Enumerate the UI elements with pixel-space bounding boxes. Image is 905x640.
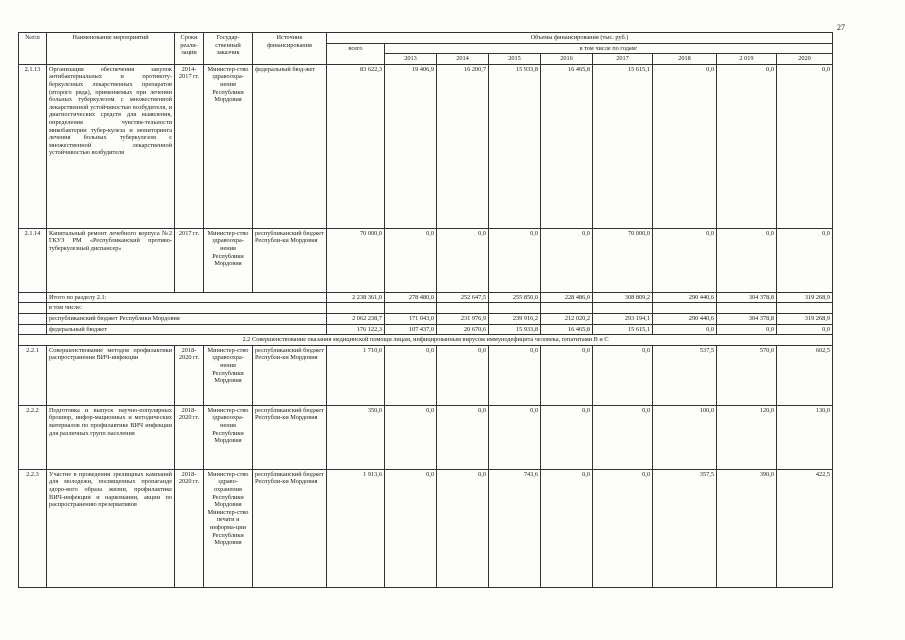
value-cell: 319 268,9 [777,292,833,303]
total-row [19,324,833,335]
row-executor: Министер-ство здравоохра-нения Республики Мордовия [204,345,253,405]
value-cell: 15 933,8 [489,324,541,335]
value-cell: 0,0 [437,228,489,292]
value-cell: 0,0 [437,469,489,587]
header-year: 2 019 [717,54,777,65]
value-cell: 15 615,1 [593,324,653,335]
value-cell: 0,0 [541,469,593,587]
value-cell: 231 976,9 [437,313,489,324]
header-year: 2018 [653,54,717,65]
value-cell: 304 378,8 [717,292,777,303]
value-cell: 0,0 [777,64,833,228]
value-cell: 0,0 [717,324,777,335]
total-row [19,313,833,324]
value-cell: 0,0 [593,469,653,587]
header-year: 2017 [593,54,653,65]
value-cell: 0,0 [541,405,593,469]
row-executor: Министер-ство здравоохра-нения Республики Мордовия [204,228,253,292]
value-cell: 15 615,1 [593,64,653,228]
row-name: Подготовка и выпуск научно-популярных брошюр, инфор-мационных и методических материалов по профилактике ВИЧ инфекции для различных групп населения [47,405,175,469]
header-source: Источник финансирования [253,33,327,65]
row-term: 2014-2017 гг. [175,64,204,228]
value-cell: 0,0 [437,405,489,469]
value-cell: 176 122,3 [327,324,385,335]
value-cell [593,303,653,314]
value-cell [489,303,541,314]
value-cell: 255 850,0 [489,292,541,303]
value-cell: 15 933,8 [489,64,541,228]
header-row-1 [19,33,833,44]
value-cell: 0,0 [385,405,437,469]
value-cell: 0,0 [717,228,777,292]
value-cell [437,303,489,314]
total-label: в том числе: [47,303,327,314]
value-cell: 319 268,9 [777,313,833,324]
table-row [19,228,833,292]
value-cell [385,303,437,314]
value-cell: 304 378,8 [717,313,777,324]
header-by-years: в том числе по годам: [385,43,833,54]
value-cell: 171 043,0 [385,313,437,324]
value-cell: 0,0 [489,228,541,292]
row-name: Организация обеспечения закупок антибактериальных и противоту-беркулезных лекарственных препаратов (второго ряда), применяемых при лечении больных туберкулезом с множественной лекарственной устойчивостью возбудителя, и диагностических средств для выявления, определения чувстви-тельности микобактерии тубер-кулеза и мониторинга лечения больных туберкулезом с множественной лекарственной устойчивостью возбудителя [47,64,175,228]
header-year: 2013 [385,54,437,65]
value-cell [653,303,717,314]
row-term: 2018-2020 гг. [175,345,204,405]
row-executor: Министер-ство здравоохра-нения Республики Мордовия [204,64,253,228]
value-cell: 537,5 [653,345,717,405]
value-cell: 0,0 [437,345,489,405]
value-cell: 20 670,6 [437,324,489,335]
value-cell: 16 200,7 [437,64,489,228]
value-cell [717,303,777,314]
row-no: 2.2.1 [19,345,47,405]
value-cell: 350,0 [327,405,385,469]
table-row [19,345,833,405]
value-cell: 0,0 [653,324,717,335]
value-cell: 1 710,0 [327,345,385,405]
table-row [19,405,833,469]
value-cell: 239 916,2 [489,313,541,324]
total-label: федеральный бюджет [47,324,327,335]
value-cell: 212 020,2 [541,313,593,324]
empty-cell [19,303,47,314]
table-row [19,469,833,587]
section-title: 2.2 Совершенствование оказания медицинской помощи лицам, инфицированным вирусом иммунодефицита человека, гепатитами В и С [19,335,833,346]
header-volumes: Объемы финансирования (тыс. руб.) [327,33,833,44]
value-cell: 602,5 [777,345,833,405]
value-cell: 70 000,0 [593,228,653,292]
value-cell: 0,0 [777,228,833,292]
value-cell: 570,0 [717,345,777,405]
value-cell: 743,6 [489,469,541,587]
row-source: республиканский бюджет Республи-ки Мордовия [253,405,327,469]
row-no: 2.2.3 [19,469,47,587]
value-cell: 0,0 [777,324,833,335]
header-year: 2014 [437,54,489,65]
value-cell: 130,0 [777,405,833,469]
value-cell: 16 465,8 [541,64,593,228]
value-cell: 0,0 [489,405,541,469]
table-row [19,64,833,228]
value-cell: 290 440,6 [653,292,717,303]
value-cell: 0,0 [593,405,653,469]
value-cell: 19 406,9 [385,64,437,228]
value-cell: 0,0 [653,228,717,292]
row-term: 2017 гг. [175,228,204,292]
header-term: Сроки реали-зации [175,33,204,65]
header-year: 2015 [489,54,541,65]
value-cell [327,303,385,314]
empty-cell [19,324,47,335]
header-year: 2020 [777,54,833,65]
value-cell: 2 238 361,0 [327,292,385,303]
empty-cell [19,313,47,324]
value-cell: 1 913,6 [327,469,385,587]
row-no: 2.1.14 [19,228,47,292]
value-cell: 293 194,1 [593,313,653,324]
row-term: 2018-2020 гг. [175,405,204,469]
value-cell: 0,0 [385,469,437,587]
value-cell: 16 465,8 [541,324,593,335]
row-term: 2018-2020 гг. [175,469,204,587]
total-label: Итого по разделу 2.1: [47,292,327,303]
header-no: №п\п [19,33,47,65]
value-cell: 0,0 [593,345,653,405]
row-executor: Министер-ство здраво-охранения Республики Мордовия Министер-ство печати и информа-ции Республики Мордовия [204,469,253,587]
row-name: Совершенствование методов профилактики распространения ВИЧ-инфекции [47,345,175,405]
value-cell [541,303,593,314]
header-name: Наименование мероприятий [47,33,175,65]
row-source: республиканский бюджет Республи-ки Мордовия [253,345,327,405]
value-cell: 107 437,0 [385,324,437,335]
total-row [19,292,833,303]
page-number: 27 [837,23,845,32]
value-cell: 0,0 [653,64,717,228]
value-cell [777,303,833,314]
total-label: республиканский бюджет Республики Мордовия [47,313,327,324]
total-row [19,303,833,314]
value-cell: 390,0 [717,469,777,587]
value-cell: 0,0 [489,345,541,405]
empty-cell [19,292,47,303]
header-executor: Государ-ственный заказчик [204,33,253,65]
header-total: всего [327,43,385,64]
row-source: республиканский бюджет Республи-ки Мордовия [253,228,327,292]
value-cell: 278 480,0 [385,292,437,303]
header-year: 2016 [541,54,593,65]
financing-table [18,32,833,588]
value-cell: 2 062 238,7 [327,313,385,324]
row-name: Участие в проведении зрелищных кампаний для молодежи, посвященных пропаганде здоро-вого образа жизни, профилактике ВИЧ-инфекции и наркомании, акции по распространению презервативов [47,469,175,587]
value-cell: 357,5 [653,469,717,587]
value-cell: 0,0 [385,345,437,405]
row-no: 2.2.2 [19,405,47,469]
value-cell: 100,0 [653,405,717,469]
row-executor: Министер-ство здравоохра-нения Республики Мордовия [204,405,253,469]
value-cell: 70 000,0 [327,228,385,292]
value-cell: 308 809,2 [593,292,653,303]
value-cell: 0,0 [541,228,593,292]
value-cell: 228 486,0 [541,292,593,303]
row-source: федеральный бюд-жет [253,64,327,228]
row-source: республиканский бюджет Республи-ки Мордовия [253,469,327,587]
row-name: Капитальный ремонт лечебного корпуса №2 ГКУЗ РМ «Республиканский противо-туберкулезный диспансер» [47,228,175,292]
value-cell: 83 622,3 [327,64,385,228]
value-cell: 290 440,6 [653,313,717,324]
value-cell: 0,0 [541,345,593,405]
value-cell: 0,0 [385,228,437,292]
section-row [19,335,833,346]
value-cell: 252 647,5 [437,292,489,303]
value-cell: 0,0 [717,64,777,228]
value-cell: 422,5 [777,469,833,587]
value-cell: 120,0 [717,405,777,469]
row-no: 2.1.13 [19,64,47,228]
